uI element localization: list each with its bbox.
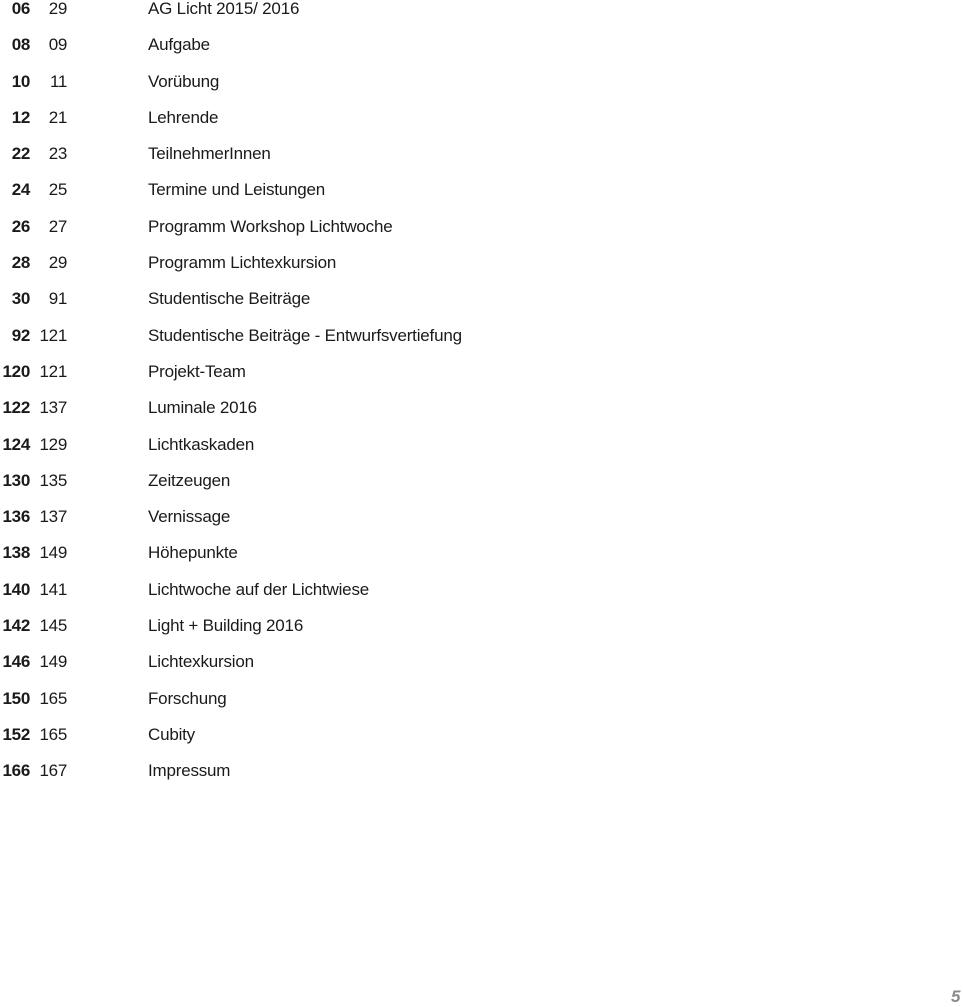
toc-end-page: 149 bbox=[39, 543, 67, 563]
toc-start-page: 136 bbox=[2, 507, 30, 527]
toc-start-page: 146 bbox=[2, 652, 30, 672]
toc-title: Höhepunkte bbox=[148, 543, 238, 563]
toc-title: Programm Lichtexkursion bbox=[148, 253, 337, 273]
toc-start-page: 26 bbox=[11, 216, 30, 236]
toc-entry bbox=[0, 435, 963, 471]
toc-start-page: 122 bbox=[2, 398, 30, 418]
toc-start-page: 08 bbox=[11, 35, 30, 55]
toc-entry bbox=[0, 471, 963, 507]
toc-entry bbox=[0, 0, 963, 35]
toc-end-page: 167 bbox=[39, 761, 67, 781]
toc-end-page: 121 bbox=[39, 361, 67, 381]
toc-start-page: 28 bbox=[11, 253, 30, 273]
toc-entry bbox=[0, 761, 963, 797]
toc-end-page: 21 bbox=[48, 107, 67, 127]
toc-end-page: 137 bbox=[39, 398, 67, 418]
toc-start-page: 12 bbox=[11, 107, 30, 127]
toc-title: Lehrende bbox=[148, 107, 219, 127]
toc-title: Studentische Beiträge bbox=[148, 289, 311, 309]
toc-title: Luminale 2016 bbox=[148, 398, 257, 418]
toc-end-page: 23 bbox=[48, 144, 67, 164]
toc-start-page: 120 bbox=[2, 361, 30, 381]
toc-title: Programm Workshop Lichtwoche bbox=[148, 216, 393, 236]
toc-entry bbox=[0, 616, 963, 652]
toc-end-page: 129 bbox=[39, 434, 67, 454]
toc-entry bbox=[0, 180, 963, 216]
toc-end-page: 29 bbox=[48, 253, 67, 273]
toc-end-page: 141 bbox=[39, 579, 67, 599]
toc-entry bbox=[0, 35, 963, 71]
toc-end-page: 11 bbox=[49, 71, 67, 91]
toc-start-page: 142 bbox=[2, 616, 30, 636]
toc-start-page: 30 bbox=[11, 289, 30, 309]
toc-entry bbox=[0, 543, 963, 579]
toc-start-page: 166 bbox=[2, 761, 30, 781]
toc-title: Impressum bbox=[148, 761, 231, 781]
toc-start-page: 140 bbox=[2, 579, 30, 599]
toc-title: Cubity bbox=[148, 724, 195, 744]
toc-end-page: 91 bbox=[48, 289, 67, 309]
toc-title: Lichtkaskaden bbox=[148, 434, 255, 454]
toc-title: Projekt-Team bbox=[148, 361, 246, 381]
toc-start-page: 10 bbox=[11, 71, 30, 91]
toc-title: Vernissage bbox=[148, 507, 231, 527]
toc-entry bbox=[0, 72, 963, 108]
toc-entry bbox=[0, 108, 963, 144]
toc-title: Studentische Beiträge - Entwurfsvertiefung bbox=[148, 325, 462, 345]
toc-title: Forschung bbox=[148, 688, 227, 708]
toc-end-page: 137 bbox=[39, 507, 67, 527]
toc-end-page: 165 bbox=[39, 724, 67, 744]
toc-entry bbox=[0, 652, 963, 688]
toc-entry bbox=[0, 507, 963, 543]
toc-start-page: 24 bbox=[11, 180, 30, 200]
toc-entry bbox=[0, 326, 963, 362]
toc-end-page: 25 bbox=[48, 180, 67, 200]
toc-end-page: 09 bbox=[48, 35, 67, 55]
toc-end-page: 29 bbox=[48, 0, 67, 18]
toc-title: Light + Building 2016 bbox=[148, 616, 304, 636]
toc-end-page: 27 bbox=[48, 216, 67, 236]
page-number: 5 bbox=[951, 987, 961, 1006]
toc-end-page: 145 bbox=[39, 616, 67, 636]
toc-entry bbox=[0, 398, 963, 434]
toc-start-page: 22 bbox=[11, 144, 30, 164]
toc-entry bbox=[0, 144, 963, 180]
toc-entry bbox=[0, 580, 963, 616]
toc-title: AG Licht 2015/ 2016 bbox=[148, 0, 300, 18]
toc-entry bbox=[0, 689, 963, 725]
toc-start-page: 06 bbox=[11, 0, 30, 18]
toc-start-page: 130 bbox=[2, 470, 30, 490]
toc-title: TeilnehmerInnen bbox=[148, 144, 271, 164]
toc-entry bbox=[0, 217, 963, 253]
toc-title: Termine und Leistungen bbox=[148, 180, 326, 200]
toc-title: Zeitzeugen bbox=[148, 470, 231, 490]
toc-start-page: 138 bbox=[2, 543, 30, 563]
toc-end-page: 135 bbox=[39, 470, 67, 490]
toc-end-page: 165 bbox=[39, 688, 67, 708]
toc-entry bbox=[0, 253, 963, 289]
toc-entry bbox=[0, 362, 963, 398]
toc-start-page: 92 bbox=[11, 325, 30, 345]
toc-start-page: 152 bbox=[2, 724, 30, 744]
toc-start-page: 124 bbox=[2, 434, 30, 454]
toc-start-page: 150 bbox=[2, 688, 30, 708]
toc-title: Aufgabe bbox=[148, 35, 210, 55]
toc-entry bbox=[0, 289, 963, 325]
toc-title: Lichtwoche auf der Lichtwiese bbox=[148, 579, 369, 599]
toc-end-page: 149 bbox=[39, 652, 67, 672]
toc-title: Vorübung bbox=[148, 71, 220, 91]
toc-title: Lichtexkursion bbox=[148, 652, 254, 672]
toc-entry bbox=[0, 725, 963, 761]
toc-end-page: 121 bbox=[39, 325, 67, 345]
